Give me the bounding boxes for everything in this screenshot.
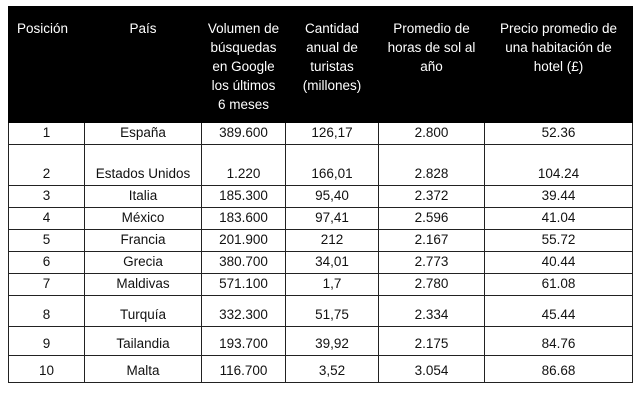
cell-sun-hours: 2.372 bbox=[379, 186, 485, 208]
header-sun-hours: Promedio de horas de sol al año bbox=[379, 7, 485, 123]
cell-hotel-price: 61.08 bbox=[485, 274, 633, 296]
cell-sun-hours: 2.828 bbox=[379, 145, 485, 186]
cell-search-volume: 380.700 bbox=[202, 252, 286, 274]
cell-position: 10 bbox=[9, 356, 85, 383]
cell-tourists: 34,01 bbox=[286, 252, 379, 274]
cell-position: 6 bbox=[9, 252, 85, 274]
table-header bbox=[9, 7, 633, 123]
cell-position: 8 bbox=[9, 296, 85, 327]
cell-position: 7 bbox=[9, 274, 85, 296]
table-row bbox=[9, 186, 633, 208]
cell-hotel-price: 52.36 bbox=[485, 123, 633, 145]
header-annual-tourists: Cantidad anual de turistas (millones) bbox=[286, 7, 379, 123]
cell-sun-hours: 2.780 bbox=[379, 274, 485, 296]
table-row bbox=[9, 145, 633, 186]
cell-tourists: 126,17 bbox=[286, 123, 379, 145]
cell-search-volume: 185.300 bbox=[202, 186, 286, 208]
cell-tourists: 39,92 bbox=[286, 327, 379, 356]
cell-search-volume: 389.600 bbox=[202, 123, 286, 145]
tourism-ranking-table bbox=[8, 6, 633, 383]
table-body bbox=[9, 123, 633, 383]
cell-country: Italia bbox=[85, 186, 202, 208]
cell-country: Malta bbox=[85, 356, 202, 383]
table-row bbox=[9, 123, 633, 145]
cell-hotel-price: 45.44 bbox=[485, 296, 633, 327]
header-position: Posición bbox=[9, 7, 85, 123]
table-row bbox=[9, 208, 633, 230]
cell-tourists: 95,40 bbox=[286, 186, 379, 208]
header-hotel-price: Precio promedio de una habitación de hotel (£) bbox=[485, 7, 633, 123]
cell-sun-hours: 2.773 bbox=[379, 252, 485, 274]
cell-hotel-price: 41.04 bbox=[485, 208, 633, 230]
header-country: País bbox=[85, 7, 202, 123]
cell-tourists: 1,7 bbox=[286, 274, 379, 296]
table-row bbox=[9, 296, 633, 327]
cell-search-volume: 116.700 bbox=[202, 356, 286, 383]
table-row bbox=[9, 327, 633, 356]
cell-position: 2 bbox=[9, 145, 85, 186]
cell-country: España bbox=[85, 123, 202, 145]
header-google-search-volume: Volumen de búsquedas en Google los últimos 6 meses bbox=[202, 7, 286, 123]
cell-country: Grecia bbox=[85, 252, 202, 274]
cell-hotel-price: 39.44 bbox=[485, 186, 633, 208]
cell-sun-hours: 2.175 bbox=[379, 327, 485, 356]
cell-hotel-price: 104.24 bbox=[485, 145, 633, 186]
cell-position: 1 bbox=[9, 123, 85, 145]
table-row bbox=[9, 274, 633, 296]
table-row bbox=[9, 252, 633, 274]
cell-sun-hours: 3.054 bbox=[379, 356, 485, 383]
cell-sun-hours: 2.334 bbox=[379, 296, 485, 327]
cell-country: Tailandia bbox=[85, 327, 202, 356]
cell-search-volume: 571.100 bbox=[202, 274, 286, 296]
cell-sun-hours: 2.596 bbox=[379, 208, 485, 230]
cell-country: Turquía bbox=[85, 296, 202, 327]
cell-position: 9 bbox=[9, 327, 85, 356]
cell-sun-hours: 2.800 bbox=[379, 123, 485, 145]
cell-position: 4 bbox=[9, 208, 85, 230]
cell-hotel-price: 40.44 bbox=[485, 252, 633, 274]
cell-tourists: 166,01 bbox=[286, 145, 379, 186]
cell-hotel-price: 84.76 bbox=[485, 327, 633, 356]
cell-search-volume: 183.600 bbox=[202, 208, 286, 230]
cell-tourists: 97,41 bbox=[286, 208, 379, 230]
table-row bbox=[9, 230, 633, 252]
cell-position: 5 bbox=[9, 230, 85, 252]
cell-hotel-price: 86.68 bbox=[485, 356, 633, 383]
cell-tourists: 212 bbox=[286, 230, 379, 252]
header-row bbox=[9, 7, 633, 123]
cell-search-volume: 332.300 bbox=[202, 296, 286, 327]
cell-country: México bbox=[85, 208, 202, 230]
cell-tourists: 51,75 bbox=[286, 296, 379, 327]
cell-hotel-price: 55.72 bbox=[485, 230, 633, 252]
table-row bbox=[9, 356, 633, 383]
cell-search-volume: 193.700 bbox=[202, 327, 286, 356]
cell-country: Francia bbox=[85, 230, 202, 252]
cell-tourists: 3,52 bbox=[286, 356, 379, 383]
cell-search-volume: 201.900 bbox=[202, 230, 286, 252]
cell-sun-hours: 2.167 bbox=[379, 230, 485, 252]
cell-position: 3 bbox=[9, 186, 85, 208]
cell-country: Maldivas bbox=[85, 274, 202, 296]
cell-search-volume: 1.220 bbox=[202, 145, 286, 186]
cell-country: Estados Unidos bbox=[85, 145, 202, 186]
